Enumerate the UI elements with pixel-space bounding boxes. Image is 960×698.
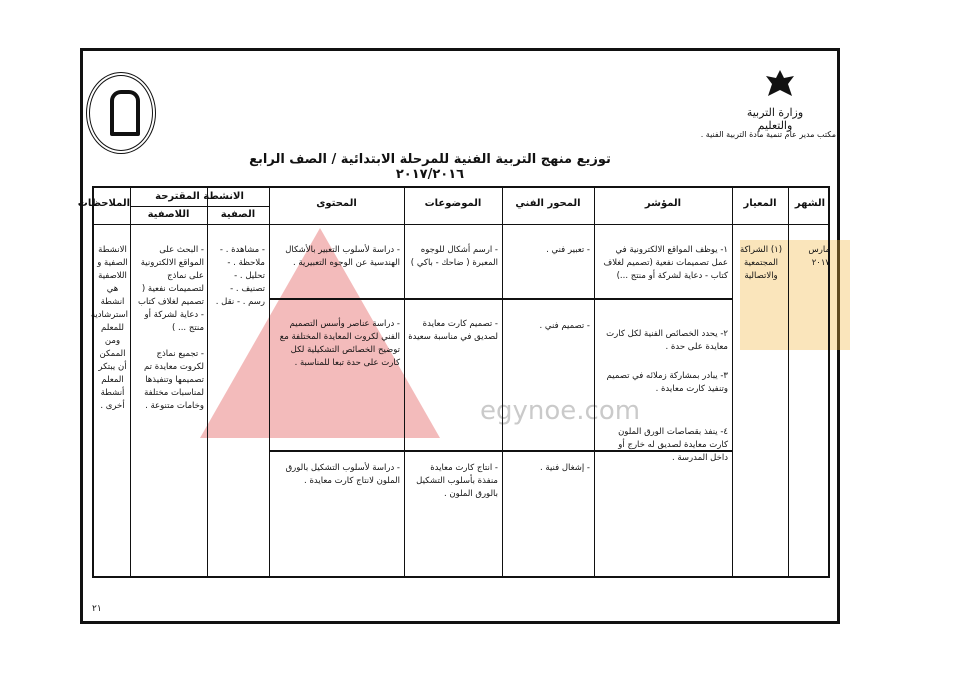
classroom-activities: - مشاهدة . - ملاحظة . - تحليل . - تصنيف . - رسم . - نقل . [215, 245, 265, 307]
header-extracurricular: اللاصفية [147, 209, 190, 220]
topic-item: - ارسم أشكال للوجوه المعبرة ( ضاحك - باكي ) [410, 245, 498, 268]
content-item: - دراسة عناصر وأسس التصميم الفني لكروت المعايدة المختلفة مع توضيح الخصائص التشكيلية لكل كارت على حدة تبعا للمناسبة . [279, 319, 400, 368]
header-classroom: الصفية [220, 209, 256, 220]
header-notes: الملاحظات [77, 198, 130, 209]
ministry-name: وزارة التربية والتعليم [746, 106, 804, 132]
header-indicator: المؤشر [644, 198, 682, 209]
axis-item: - تعبير فني . [546, 245, 590, 255]
indicator-item: ١- يوظف المواقع الالكترونية في عمل تصميمات نفعية (تصميم لغلاف كتاب - دعاية لشركة أو منتج ...) [603, 245, 728, 281]
standard-cell: (١) الشراكة المجتمعية والاتصالية [739, 245, 783, 281]
office-name: مكتب مدير عام تنمية مادة التربية الفنية . [700, 130, 836, 139]
header-activities: الانشطة المقترحة [155, 191, 244, 202]
axis-item: - تصميم فني . [539, 321, 590, 331]
eagle-emblem-icon [760, 66, 800, 106]
extracurricular-item: - البحث على المواقع الالكترونية على نماذج لتصميمات نفعية ( تصميم لغلاف كتاب - دعاية لشركة أو منتج ... ) [137, 245, 204, 333]
axis-item: - إشغال فنية . [540, 463, 590, 473]
indicator-item: ٤- ينفذ بقصاصات الورق الملون كارت معايدة لصديق له خارج أو داخل المدرسة . [618, 427, 728, 463]
month-cell: مارس ٢٠١٧ [808, 245, 830, 268]
watermark-text: egynoe.com [480, 396, 641, 426]
indicator-item: ٣- يبادر بمشاركة زملائه في تصميم وتنفيذ كارت معايدة . [606, 371, 728, 394]
content-item: - دراسة لأسلوب التشكيل بالورق الملون لانتاج كارت معايدة . [285, 463, 400, 486]
header-content: المحتوى [316, 198, 357, 209]
header-month: الشهر [794, 198, 826, 209]
notes-cell: الانشطة الصفية و اللاصفية هي انشطة استرشادية للمعلم ومن الممكن أن يبتكر المعلم أنشطة أخرى . [90, 245, 128, 411]
institution-seal [86, 72, 156, 154]
header-standard: المعيار [743, 198, 777, 209]
topic-item: - تصميم كارت معايدة لصديق في مناسبة سعيدة [408, 319, 498, 342]
curriculum-table [77, 186, 830, 578]
page-number: ٢١ [92, 604, 102, 614]
indicator-item: ٢- يحدد الخصائص الفنية لكل كارت معايدة على حدة . [606, 329, 728, 352]
content-item: - دراسة لأسلوب التعبير بالأشكال الهندسية عن الوجوه التعبيرية . [285, 245, 400, 268]
extracurricular-item: - تجميع نماذج لكروت معايدة تم تصميمها وتنفيذها لمناسبات مختلفة وخامات متنوعة . [143, 349, 204, 411]
header-axis: المحور الفني [515, 198, 581, 209]
page-title: توزيع منهج التربية الفنية للمرحلة الابتدائية / الصف الرابع ٢٠١٧/٢٠١٦ [249, 152, 611, 182]
header-topics: الموضوعات [424, 198, 482, 209]
topic-item: - انتاج كارت معايدة منفذة بأسلوب التشكيل بالورق الملون . [416, 463, 498, 499]
